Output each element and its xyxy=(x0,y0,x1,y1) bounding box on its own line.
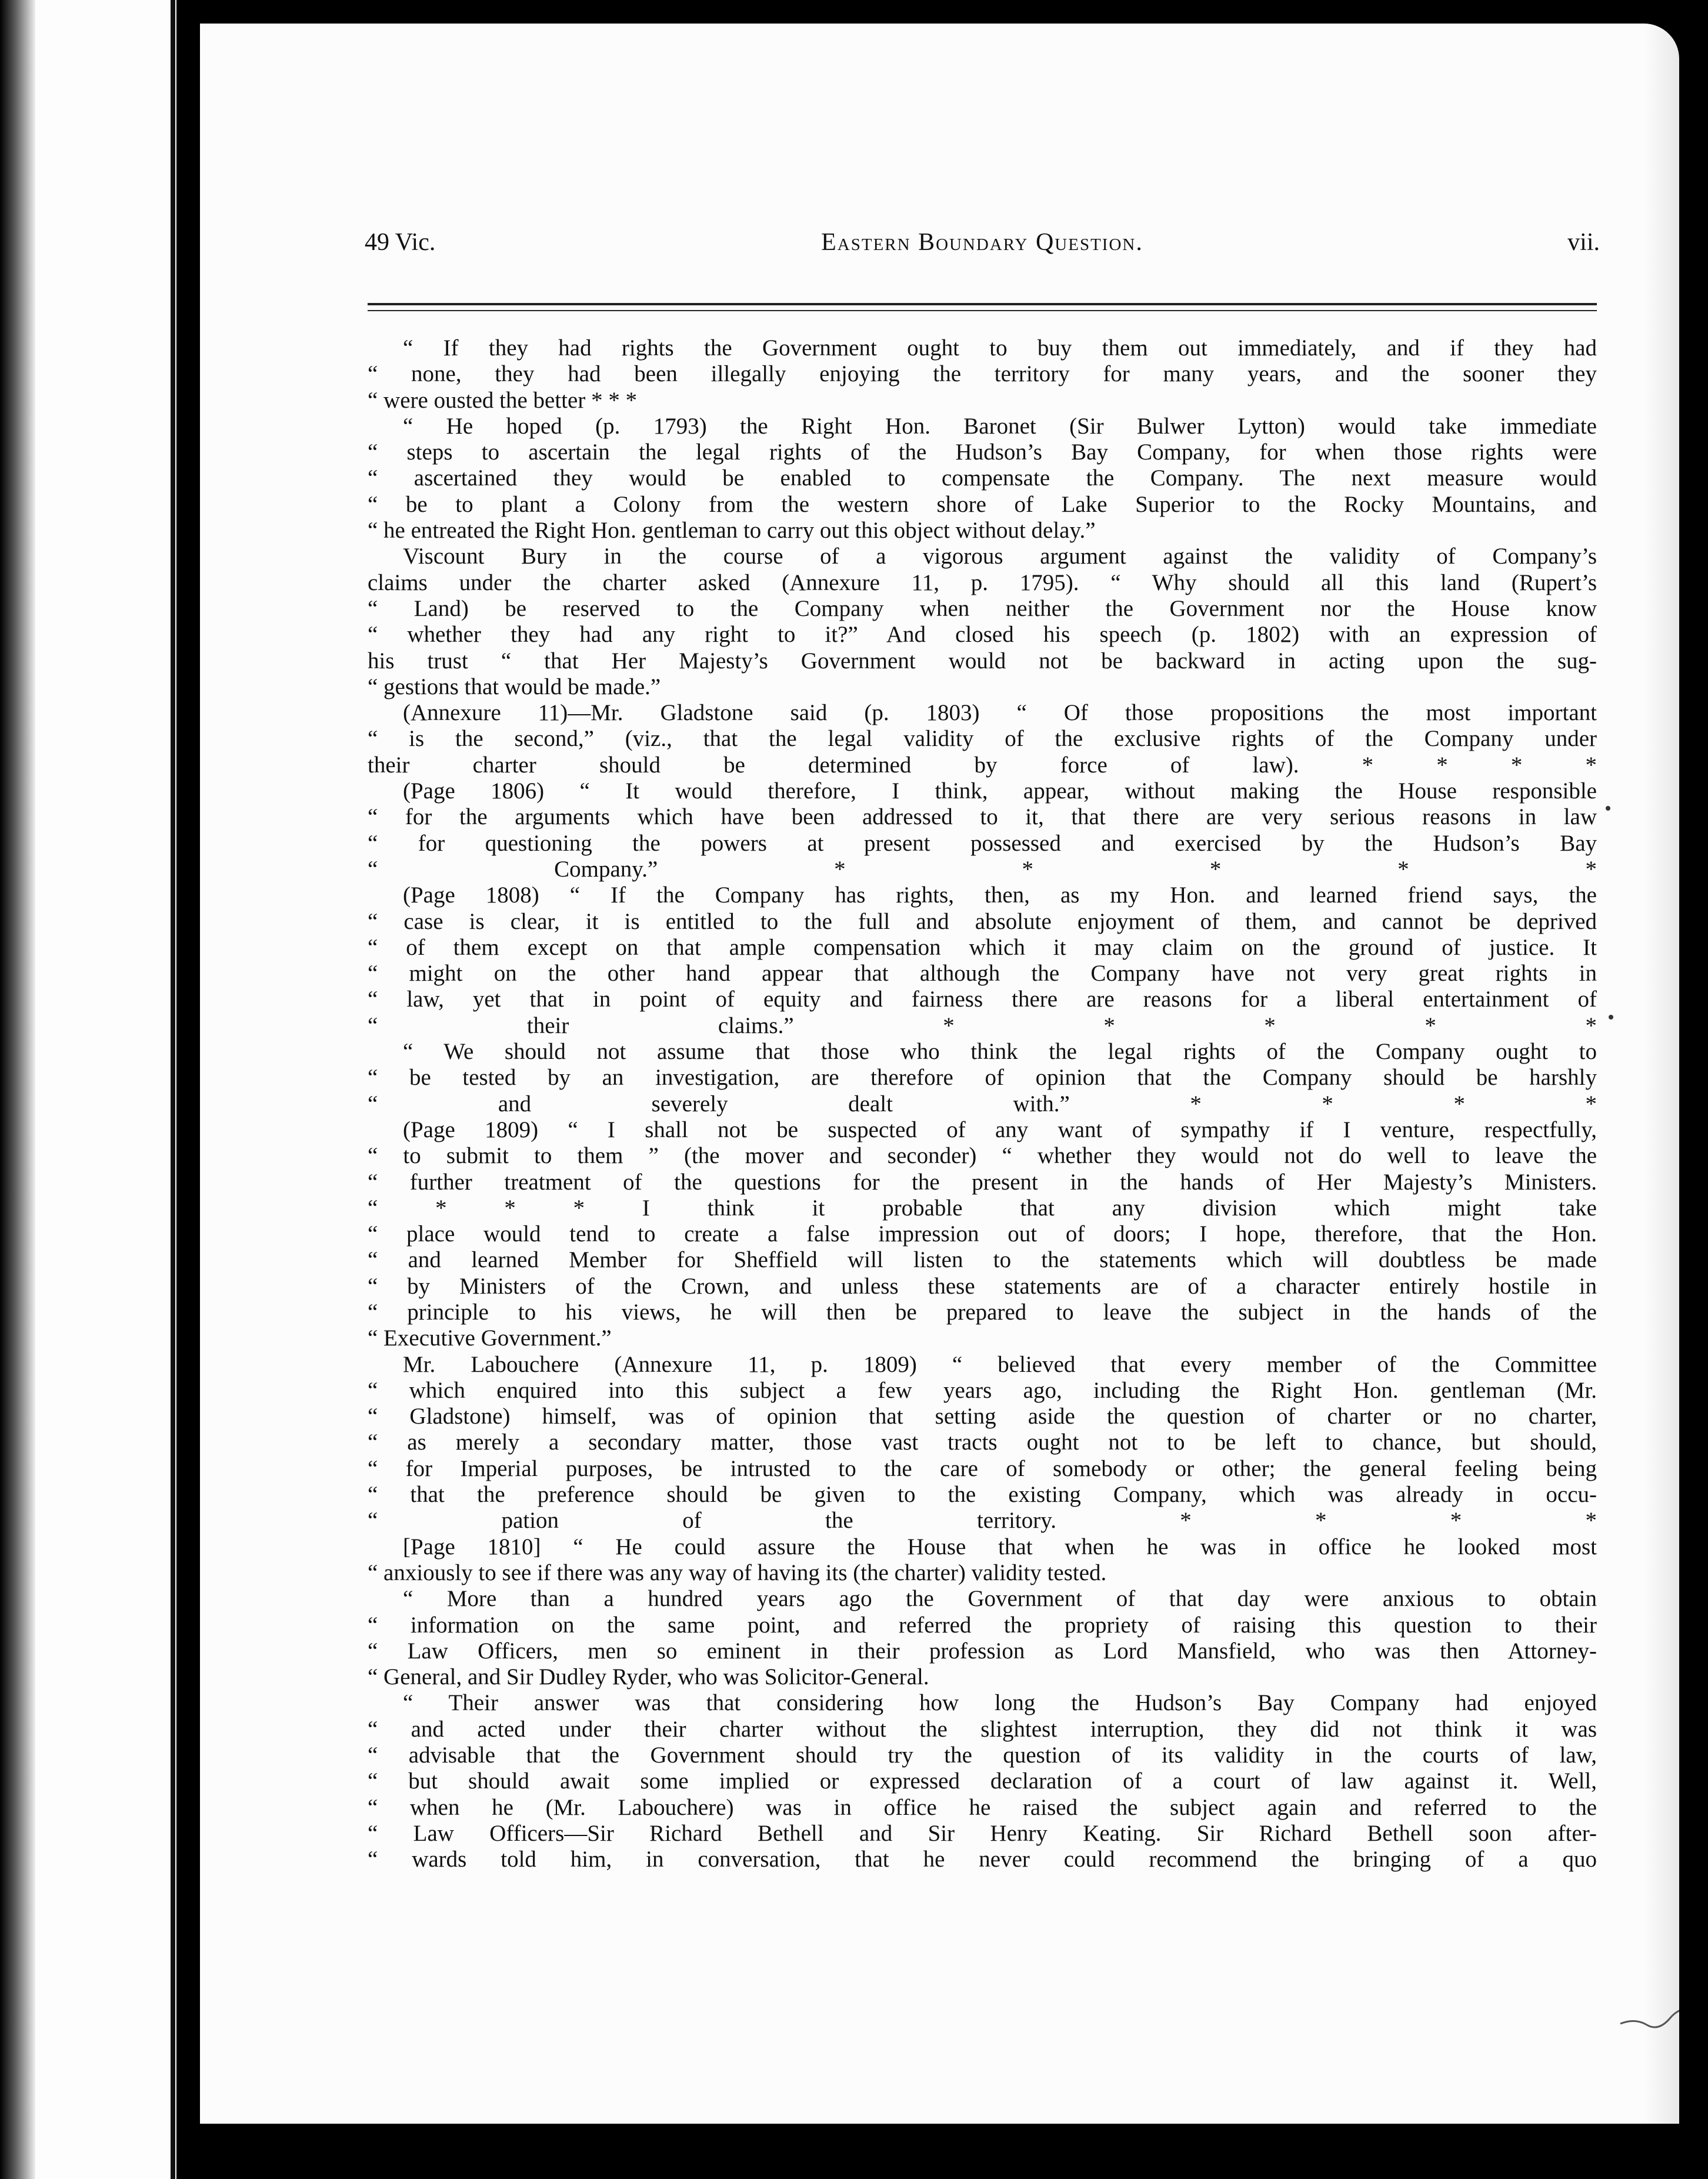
body-text xyxy=(368,335,1597,1873)
text-line: “ If they had rights the Government ought to buy them out immediately, and if they had xyxy=(403,335,1597,361)
text-line: “ He hoped (p. 1793) the Right Hon. Baronet (Sir Bulwer Lytton) would take immediate xyxy=(403,413,1597,439)
header-rule-thin xyxy=(368,310,1597,311)
header-rule xyxy=(368,303,1597,305)
text-line: “ law, yet that in point of equity and fairness there are reasons for a liberal entertainment of xyxy=(368,987,1597,1012)
text-line: “ Law Officers—Sir Richard Bethell and Sir Henry Keating. Sir Richard Bethell soon after- xyxy=(368,1820,1597,1846)
text-line: “ for Imperial purposes, be intrusted to the care of somebody or other; the general feeling being xyxy=(368,1455,1597,1481)
text-line: (Page 1806) “ It would therefore, I think, appear, without making the House responsible xyxy=(403,778,1597,804)
text-line: “ when he (Mr. Labouchere) was in office he raised the subject again and referred to the xyxy=(368,1794,1597,1820)
left-shadow xyxy=(0,0,35,2179)
text-line: “ but should await some implied or expressed declaration of a court of law against it. Well, xyxy=(368,1768,1597,1794)
text-line: “ to submit to them ” (the mover and seconder) “ whether they would not do well to leave the xyxy=(368,1143,1597,1169)
text-line: “ gestions that would be made.” xyxy=(368,674,661,699)
scan-speck xyxy=(1609,1015,1613,1019)
scan-speck xyxy=(1606,806,1610,811)
text-line: “ Their answer was that considering how long the Hudson’s Bay Company had enjoyed xyxy=(403,1690,1597,1716)
text-line: his trust “ that Her Majesty’s Government would not be backward in acting upon the sug- xyxy=(368,648,1597,674)
text-line: “ for the arguments which have been addressed to it, that there are very serious reasons in law xyxy=(368,804,1597,830)
text-line: “ be to plant a Colony from the western shore of Lake Superior to the Rocky Mountains, and xyxy=(368,491,1597,517)
text-line: “ none, they had been illegally enjoying the territory for many years, and the sooner they xyxy=(368,361,1597,387)
text-line: “ that the preference should be given to the existing Company, which was already in occu- xyxy=(368,1482,1597,1508)
text-line: “ case is clear, it is entitled to the full and absolute enjoyment of them, and cannot be deprived xyxy=(368,908,1597,934)
text-line: (Page 1808) “ If the Company has rights, then, as my Hon. and learned friend says, the xyxy=(403,882,1597,908)
binding-line xyxy=(171,0,175,2179)
text-line: “ We should not assume that those who think the legal rights of the Company ought to xyxy=(403,1039,1597,1065)
text-line: “ further treatment of the questions for the present in the hands of Her Majesty’s Ministers. xyxy=(368,1169,1597,1195)
text-line: “ and acted under their charter without the slightest interruption, they did not think it was xyxy=(368,1716,1597,1742)
left-page-edge xyxy=(0,0,176,2179)
text-line: “ steps to ascertain the legal rights of the Hudson’s Bay Company, for when those rights were xyxy=(368,439,1597,465)
text-line: “ anxiously to see if there was any way of having its (the charter) validity tested. xyxy=(368,1560,1107,1585)
text-line: “ for questioning the powers at present possessed and exercised by the Hudson’s Bay xyxy=(368,830,1597,856)
text-line: “ is the second,” (viz., that the legal validity of the exclusive rights of the Company under xyxy=(368,726,1597,752)
text-line: “ Company.” * * * * * xyxy=(368,856,1597,882)
text-line: “ advisable that the Government should try the question of its validity in the courts of law, xyxy=(368,1742,1597,1768)
text-line: “ and severely dealt with.” * * * * xyxy=(368,1091,1597,1117)
text-line: “ Gladstone) himself, was of opinion that setting aside the question of charter or no charter, xyxy=(368,1404,1597,1430)
pencil-mark-icon xyxy=(1617,2000,1679,2035)
text-line: “ Land) be reserved to the Company when neither the Government nor the House know xyxy=(368,595,1597,621)
text-line: “ by Ministers of the Crown, and unless these statements are of a character entirely hostile in xyxy=(368,1273,1597,1299)
text-line: “ principle to his views, he will then be prepared to leave the subject in the hands of the xyxy=(368,1299,1597,1325)
text-line: “ ascertained they would be enabled to compensate the Company. The next measure would xyxy=(368,465,1597,491)
text-line: “ which enquired into this subject a few years ago, including the Right Hon. gentleman (Mr. xyxy=(368,1377,1597,1403)
text-line: “ pation of the territory. * * * * xyxy=(368,1508,1597,1534)
text-line: “ their claims.” * * * * * xyxy=(368,1012,1597,1038)
text-line: Viscount Bury in the course of a vigorous argument against the validity of Company’s xyxy=(403,544,1597,569)
text-line: “ place would tend to create a false impression out of doors; I hope, therefore, that the Hon. xyxy=(368,1221,1597,1247)
text-line: “ Law Officers, men so eminent in their profession as Lord Mansfield, who was then Attorney- xyxy=(368,1638,1597,1664)
text-line: claims under the charter asked (Annexure 11, p. 1795). “ Why should all this land (Rupert’s xyxy=(368,569,1597,595)
text-line: “ More than a hundred years ago the Government of that day were anxious to obtain xyxy=(403,1586,1597,1612)
text-line: (Page 1809) “ I shall not be suspected of any want of sympathy if I venture, respectfully, xyxy=(403,1117,1597,1142)
text-line: “ Executive Government.” xyxy=(368,1325,612,1351)
text-line: “ * * * I think it probable that any division which might take xyxy=(368,1195,1597,1221)
text-line: their charter should be determined by force of law). * * * * xyxy=(368,752,1597,778)
text-line: “ and learned Member for Sheffield will listen to the statements which will doubtless be made xyxy=(368,1247,1597,1273)
text-line: “ of them except on that ample compensation which it may claim on the ground of justice. It xyxy=(368,934,1597,960)
header-title: Eastern Boundary Question. xyxy=(821,229,1143,256)
text-line: “ whether they had any right to it?” And closed his speech (p. 1802) with an expression of xyxy=(368,622,1597,648)
text-line: “ might on the other hand appear that although the Company have not very great rights in xyxy=(368,961,1597,987)
text-line: “ wards told him, in conversation, that he never could recommend the bringing of a quo xyxy=(368,1847,1597,1873)
text-line: [Page 1810] “ He could assure the House that when he was in office he looked most xyxy=(403,1534,1597,1560)
text-line: “ General, and Sir Dudley Ryder, who was Solicitor-General. xyxy=(368,1664,929,1690)
text-line: “ were ousted the better * * * xyxy=(368,387,638,413)
text-line: “ be tested by an investigation, are therefore of opinion that the Company should be harshly xyxy=(368,1065,1597,1091)
text-line: “ as merely a secondary matter, those vast tracts ought not to be left to chance, but should, xyxy=(368,1430,1597,1455)
text-line: “ information on the same point, and referred the propriety of raising this question to their xyxy=(368,1612,1597,1638)
header-session: 49 Vic. xyxy=(365,229,436,256)
text-line: Mr. Labouchere (Annexure 11, p. 1809) “ believed that every member of the Committee xyxy=(403,1351,1597,1377)
running-header xyxy=(365,228,1600,269)
document-page xyxy=(200,24,1679,2124)
text-line: “ he entreated the Right Hon. gentleman to carry out this object without delay.” xyxy=(368,518,1096,544)
text-line: (Annexure 11)—Mr. Gladstone said (p. 1803) “ Of those propositions the most important xyxy=(403,700,1597,726)
page-number: vii. xyxy=(1567,229,1600,256)
